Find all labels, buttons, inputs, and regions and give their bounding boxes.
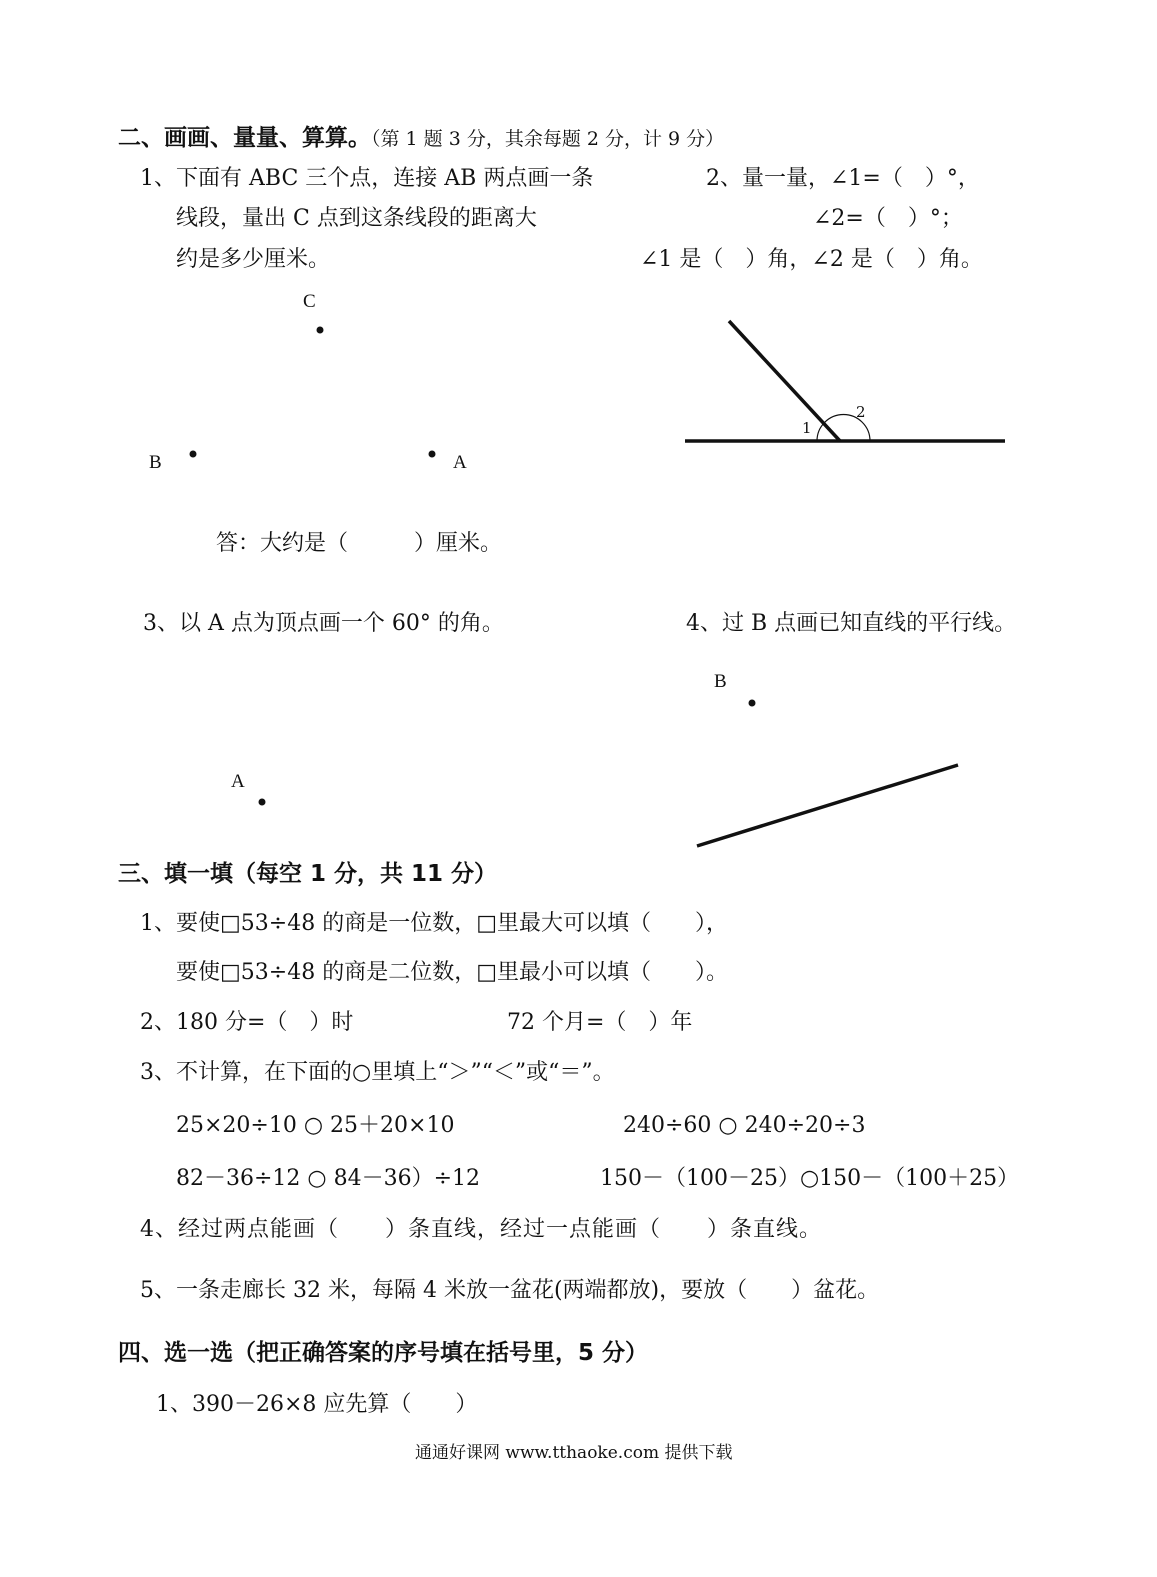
question-2-3: 3、以 A 点为顶点画一个 60° 的角。 xyxy=(143,611,504,636)
question-3-5: 5、一条走廊长 32 米，每隔 4 米放一盆花(两端都放)，要放（ ）盆花。 xyxy=(140,1278,880,1303)
q3-point-a-label: A xyxy=(231,771,245,792)
point-c-dot xyxy=(317,327,324,334)
question-2-1-line-3: 约是多少厘米。 xyxy=(176,247,331,272)
angle-1-label: 1 xyxy=(802,419,812,437)
question-2-2-line-3: ∠1 是（ ）角，∠2 是（ ）角。 xyxy=(640,247,983,272)
point-c-label: C xyxy=(303,291,316,312)
question-2-2-line-2: ∠2=（ ）°； xyxy=(813,206,963,231)
footer-credit: 通通好课网 www.tthaoke.com 提供下载 xyxy=(415,1443,733,1463)
point-a-label: A xyxy=(453,452,467,473)
compare-item-2: 240÷60 ○ 240÷20÷3 xyxy=(623,1113,866,1138)
compare-item-4: 150－（100－25）○150－（100＋25） xyxy=(600,1166,1020,1191)
point-b-dot xyxy=(190,451,197,458)
question-2-4: 4、过 B 点画已知直线的平行线。 xyxy=(686,611,1017,636)
question-3-2-left: 2、180 分=（ ）时 xyxy=(140,1010,354,1035)
q4-given-line xyxy=(697,765,958,846)
section-3-heading: 三、填一填（每空 1 分，共 11 分） xyxy=(118,861,498,887)
question-3-1-line-2: 要使□53÷48 的商是二位数，□里最小可以填（ ）。 xyxy=(176,960,728,985)
q4-point-b-label: B xyxy=(714,671,727,692)
section-2-title: 二、画画、量量、算算。 xyxy=(118,125,371,151)
point-a-dot xyxy=(429,451,436,458)
question-2-1-line-2: 线段，量出 C 点到这条线段的距离大 xyxy=(176,206,537,231)
q4-point-b-dot xyxy=(749,700,756,707)
section-2-score-note: （第 1 题 3 分，其余每题 2 分，计 9 分） xyxy=(371,128,725,150)
question-3-4: 4、经过两点能画（ ）条直线，经过一点能画（ ）条直线。 xyxy=(140,1217,822,1242)
question-4-1: 1、390－26×8 应先算（ ） xyxy=(156,1392,478,1417)
point-b-label: B xyxy=(149,452,162,473)
angle-2-label: 2 xyxy=(856,403,866,421)
section-4-heading: 四、选一选（把正确答案的序号填在括号里，5 分） xyxy=(118,1340,649,1366)
question-3-2-right: 72 个月=（ ）年 xyxy=(507,1010,693,1035)
question-3-1-line-1: 1、要使□53÷48 的商是一位数，□里最大可以填（ ）， xyxy=(140,911,728,936)
question-3-3: 3、不计算，在下面的○里填上“＞”“＜”或“＝”。 xyxy=(140,1060,615,1085)
question-2-1-line-1: 1、下面有 ABC 三个点，连接 AB 两点画一条 xyxy=(140,166,594,191)
q3-point-a-dot xyxy=(259,799,266,806)
compare-item-3: 82－36÷12 ○ 84－36）÷12 xyxy=(176,1166,481,1191)
compare-item-1: 25×20÷10 ○ 25＋20×10 xyxy=(176,1113,455,1138)
question-2-2-line-1: 2、量一量，∠1=（ ）°， xyxy=(706,166,980,191)
question-2-1-answer: 答：大约是（ ）厘米。 xyxy=(216,531,503,556)
